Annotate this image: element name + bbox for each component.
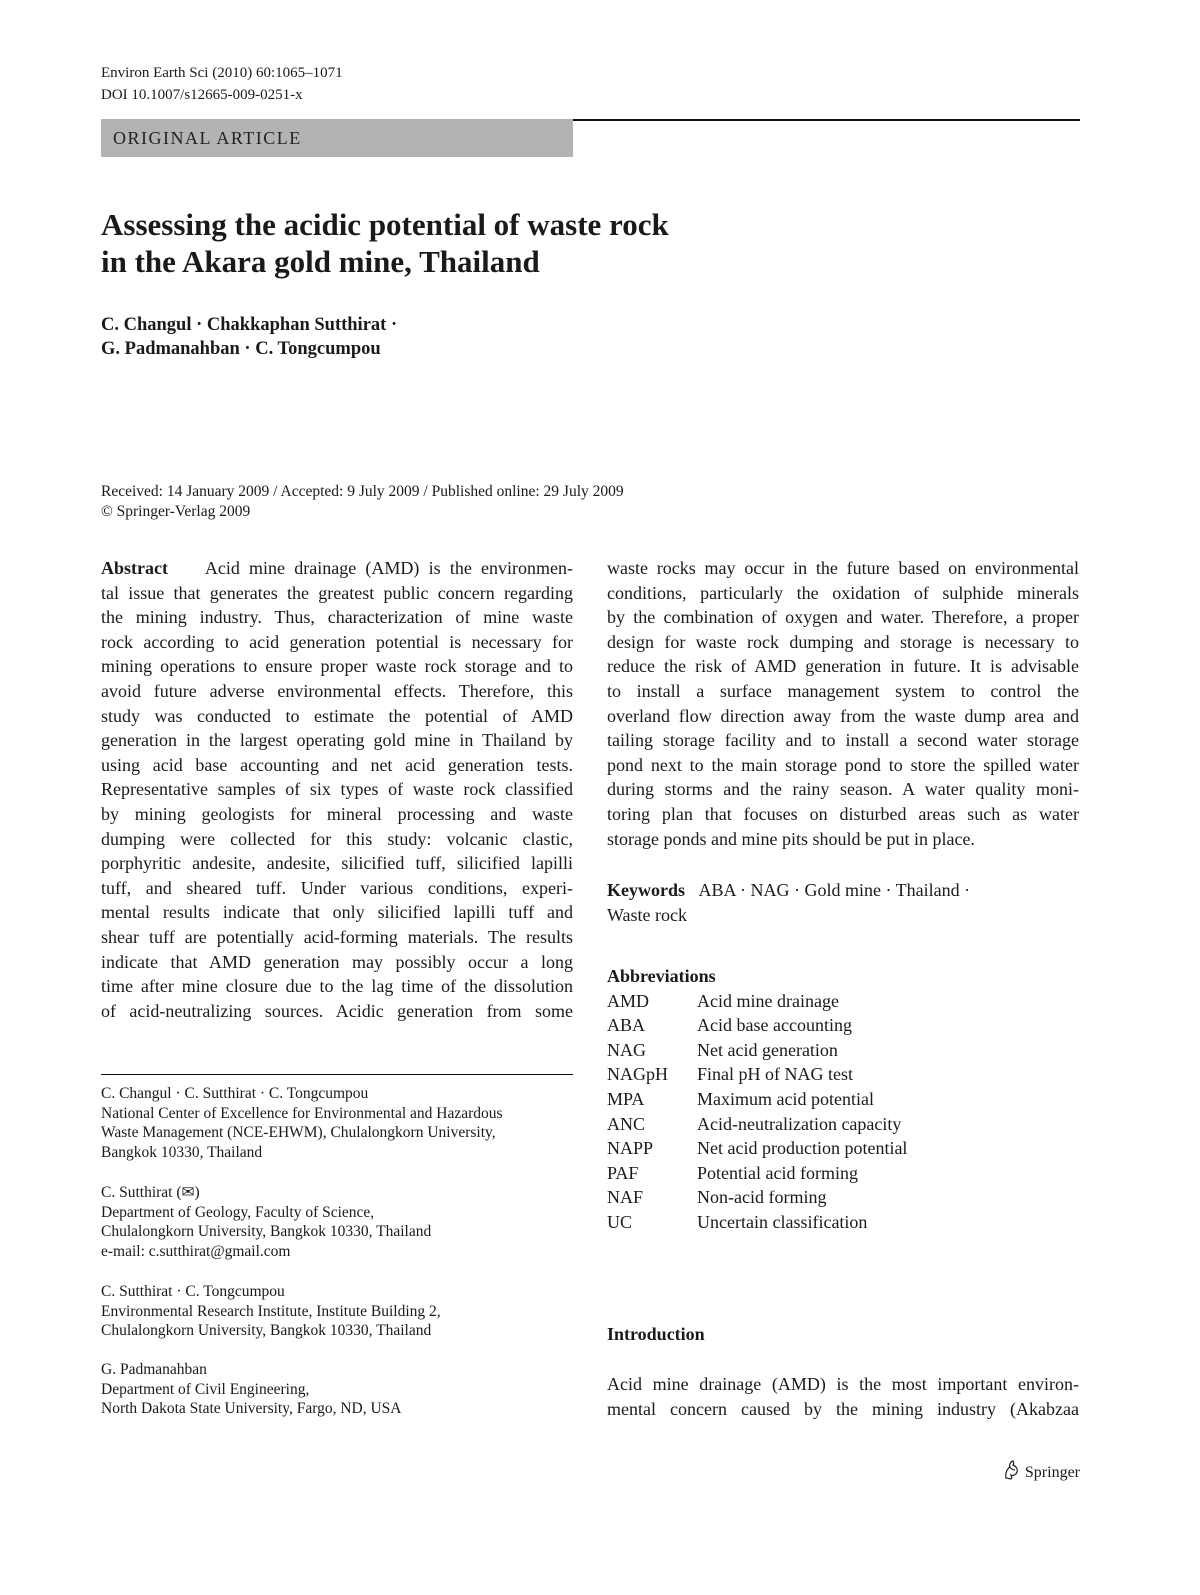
abstract-line: design for waste rock dumping and storage is necessary to xyxy=(607,631,1079,652)
abstract-line: by mining geologists for mineral processing and waste xyxy=(101,803,573,824)
keywords-line-1 xyxy=(607,878,1079,903)
abbreviation-meaning: Potential acid forming xyxy=(697,1162,858,1183)
abstract-continued xyxy=(607,556,1079,851)
abstract-line: mining operations to ensure proper waste rock storage and to xyxy=(101,656,573,677)
abbreviation-term: AMD xyxy=(607,990,650,1011)
abstract-line: by the combination of oxygen and water. Therefore, a proper xyxy=(607,607,1079,628)
article-type-banner: ORIGINAL ARTICLE xyxy=(101,119,573,157)
affiliation-line: Department of Civil Engineering, xyxy=(101,1380,310,1398)
affiliation-line: Chulalongkorn University, Bangkok 10330, Thailand xyxy=(101,1322,432,1340)
abstract-line: waste rocks may occur in the future based on environmental xyxy=(607,558,1079,578)
abbreviation-term: ABA xyxy=(607,1015,646,1036)
affiliation-block-4 xyxy=(101,1360,402,1419)
abstract-line: time after mine closure due to the lag time of the dissolution xyxy=(101,976,573,997)
abbreviation-term: NAGpH xyxy=(607,1064,668,1085)
abstract-line: reduce the risk of AMD generation in future. It is advisable xyxy=(607,656,1079,677)
abbreviation-term: UC xyxy=(607,1211,633,1232)
authors-line-1: C. Changul · Chakkaphan Sutthirat · xyxy=(101,315,398,335)
abbreviation-term: NAPP xyxy=(607,1138,654,1159)
abbreviation-meaning: Acid mine drainage xyxy=(697,990,839,1011)
abbreviation-row xyxy=(607,1136,1079,1161)
introduction-line: mental concern caused by the mining industry (Akabzaa xyxy=(607,1398,1079,1419)
abstract-line: tal issue that generates the greatest public concern regarding xyxy=(101,582,573,603)
abbreviation-meaning: Final pH of NAG test xyxy=(697,1064,853,1085)
abbreviation-row xyxy=(607,1210,1079,1235)
abbreviation-term: PAF xyxy=(607,1162,639,1183)
affiliation-line: Bangkok 10330, Thailand xyxy=(101,1144,263,1162)
abstract-line: to install a surface management system to control the xyxy=(607,680,1079,701)
abbreviation-term: NAF xyxy=(607,1187,644,1208)
affiliation-line: Waste Management (NCE-EHWM), Chulalongkorn University, xyxy=(101,1124,496,1142)
introduction-text xyxy=(607,1372,1079,1421)
abstract-line: avoid future adverse environmental effects. Therefore, this xyxy=(101,680,573,701)
abbreviations xyxy=(607,964,1079,1235)
header-rule xyxy=(572,119,1080,121)
affiliation-line: Environmental Research Institute, Institute Building 2, xyxy=(101,1302,441,1320)
email-link[interactable]: e-mail: c.sutthirat@gmail.com xyxy=(101,1243,291,1261)
title-line-1: Assessing the acidic potential of waste rock xyxy=(101,207,669,242)
abbreviation-meaning: Net acid production potential xyxy=(697,1138,908,1159)
abstract-line: tuff, and sheared tuff. Under various conditions, experi- xyxy=(101,877,573,898)
keywords xyxy=(607,878,1079,927)
publication-history: Received: 14 January 2009 / Accepted: 9 July 2009 / Published online: 29 July 2009 xyxy=(101,483,624,500)
introduction-line: Acid mine drainage (AMD) is the most important environ- xyxy=(607,1374,1079,1394)
abbreviation-row xyxy=(607,1087,1079,1112)
abstract-line: shear tuff are potentially acid-forming materials. The results xyxy=(101,926,573,947)
abbreviation-row xyxy=(607,1013,1079,1038)
abbreviation-meaning: Maximum acid potential xyxy=(697,1088,874,1109)
authors-line-2: G. Padmanahban · C. Tongcumpou xyxy=(101,339,381,359)
title-line-2: in the Akara gold mine, Thailand xyxy=(101,244,540,279)
affiliation-block-2 xyxy=(101,1183,431,1262)
abstract-line: dumping were collected for this study: volcanic clastic, xyxy=(101,828,573,849)
abbreviation-row xyxy=(607,1062,1079,1087)
abbreviation-meaning: Acid base accounting xyxy=(697,1015,852,1036)
abstract xyxy=(101,556,573,1023)
journal-citation: Environ Earth Sci (2010) 60:1065–1071 xyxy=(101,65,343,81)
affiliation-block-1 xyxy=(101,1084,503,1163)
abstract-line: storage ponds and mine pits should be put in place. xyxy=(607,828,975,849)
abstract-line: porphyritic andesite, andesite, silicified tuff, silicified lapilli xyxy=(101,853,573,874)
abstract-line: the mining industry. Thus, characterization of mine waste xyxy=(101,607,573,628)
abstract-line: conditions, particularly the oxidation of sulphide minerals xyxy=(607,582,1079,603)
affiliation-line: Chulalongkorn University, Bangkok 10330, Thailand xyxy=(101,1223,432,1241)
abbreviation-row xyxy=(607,1112,1079,1137)
article-title xyxy=(101,206,901,280)
abbreviation-row xyxy=(607,1161,1079,1186)
springer-horse-icon xyxy=(1002,1460,1020,1485)
abstract-line: Representative samples of six types of waste rock classified xyxy=(101,779,573,800)
affiliation-line: C. Sutthirat · C. Tongcumpou xyxy=(101,1283,285,1300)
abbreviation-row xyxy=(607,1038,1079,1063)
publisher-logo xyxy=(1002,1460,1080,1485)
abstract-line: of acid-neutralizing sources. Acidic generation from some xyxy=(101,1000,573,1021)
publisher-name: Springer xyxy=(1024,1463,1080,1481)
keywords-list: ABA · NAG · Gold mine · Thailand · xyxy=(698,880,971,900)
abstract-line: during storms and the rainy season. A water quality moni- xyxy=(607,779,1079,800)
abstract-line: tailing storage facility and to install a second water storage xyxy=(607,730,1079,751)
keywords-heading: Keywords xyxy=(607,880,685,900)
abstract-heading: Abstract xyxy=(101,558,168,578)
affiliation-line: C. Sutthirat (✉) xyxy=(101,1184,200,1201)
abstract-line: using acid base accounting and net acid generation tests. xyxy=(101,754,573,775)
copyright: © Springer-Verlag 2009 xyxy=(101,503,251,520)
abstract-line-text: Acid mine drainage (AMD) is the environmen- xyxy=(204,558,573,578)
affiliation-line: North Dakota State University, Fargo, ND, USA xyxy=(101,1400,402,1418)
abbreviation-row xyxy=(607,989,1079,1014)
affiliation-line: G. Padmanahban xyxy=(101,1361,207,1378)
keywords-line-2: Waste rock xyxy=(607,904,688,925)
abbreviation-row xyxy=(607,1185,1079,1210)
affiliation-line: National Center of Excellence for Environmental and Hazardous xyxy=(101,1104,503,1122)
doi: DOI 10.1007/s12665-009-0251-x xyxy=(101,87,303,103)
affiliation-block-3 xyxy=(101,1282,441,1341)
abstract-line: generation in the largest operating gold mine in Thailand by xyxy=(101,730,573,751)
abbreviation-meaning: Uncertain classification xyxy=(697,1211,868,1232)
abstract-line: rock according to acid generation potential is necessary for xyxy=(101,631,573,652)
abbreviation-term: NAG xyxy=(607,1039,646,1060)
abstract-line: indicate that AMD generation may possibly occur a long xyxy=(101,951,573,972)
abstract-line: mental results indicate that only silicified lapilli tuff and xyxy=(101,902,573,923)
abstract-line: toring plan that focuses on disturbed areas such as water xyxy=(607,803,1079,824)
abstract-line: overland flow direction away from the waste dump area and xyxy=(607,705,1079,726)
abbreviations-heading: Abbreviations xyxy=(607,966,716,986)
affiliation-line: Department of Geology, Faculty of Science, xyxy=(101,1203,375,1221)
introduction-heading: Introduction xyxy=(607,1324,705,1344)
abstract-line: pond next to the main storage pond to store the spilled water xyxy=(607,754,1079,775)
abbreviation-term: ANC xyxy=(607,1113,646,1134)
abstract-line: study was conducted to estimate the potential of AMD xyxy=(101,705,573,726)
affiliation-line: C. Changul · C. Sutthirat · C. Tongcumpou xyxy=(101,1085,369,1102)
abbreviation-meaning: Net acid generation xyxy=(697,1039,838,1060)
abstract-line xyxy=(101,556,573,581)
abbreviation-term: MPA xyxy=(607,1088,645,1109)
affiliation-rule xyxy=(101,1074,573,1075)
abbreviation-meaning: Acid-neutralization capacity xyxy=(697,1113,902,1134)
abbreviation-meaning: Non-acid forming xyxy=(697,1187,827,1208)
